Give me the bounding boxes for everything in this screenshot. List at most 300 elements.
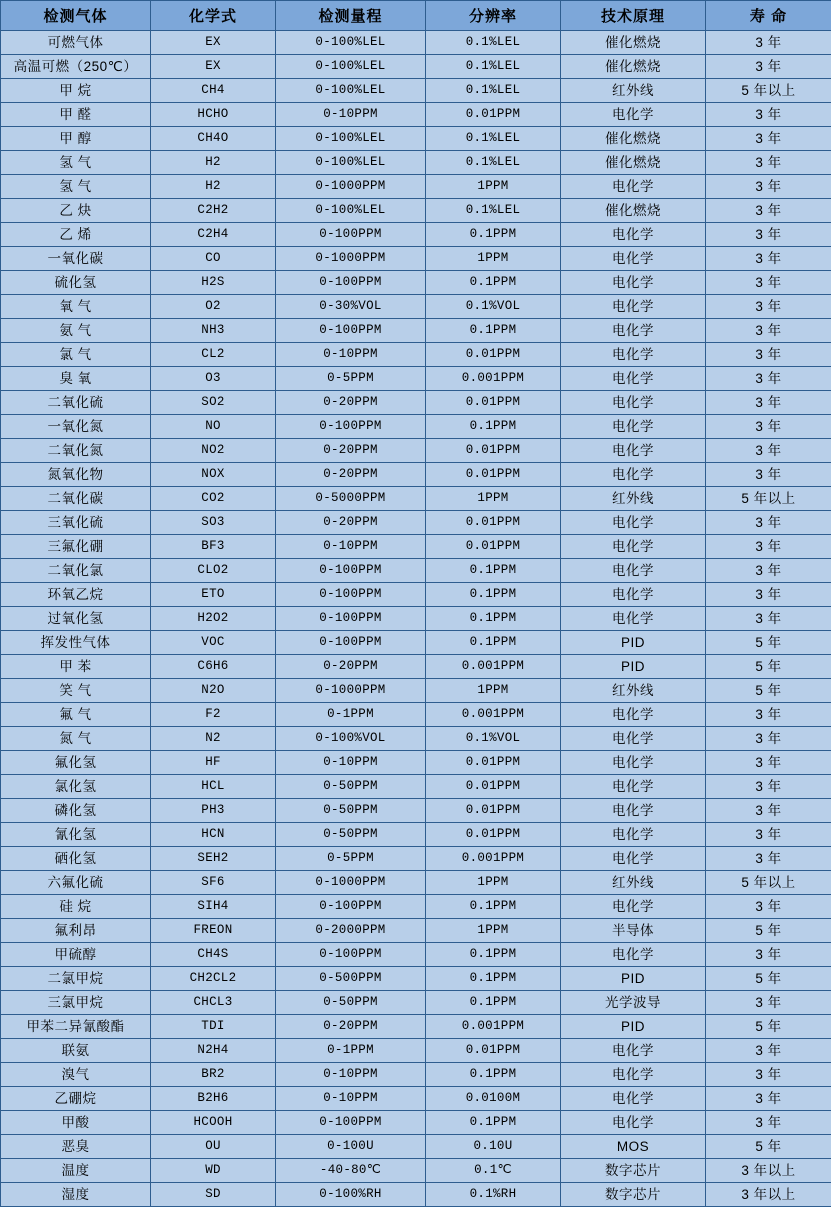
cell-gas-name: 甲 醛 — [1, 103, 151, 127]
table-row — [1, 991, 831, 1015]
cell-resolution: 0.1PPM — [426, 415, 561, 439]
cell-detection-range: 0-20PPM — [276, 439, 426, 463]
cell-chemical-formula: CO — [151, 247, 276, 271]
cell-chemical-formula: BR2 — [151, 1063, 276, 1087]
cell-chemical-formula: CH2CL2 — [151, 967, 276, 991]
cell-lifetime: 3 年 — [706, 55, 831, 79]
cell-technical-principle: 电化学 — [561, 343, 706, 367]
table-row — [1, 223, 831, 247]
table-row — [1, 1087, 831, 1111]
cell-lifetime: 3 年 — [706, 415, 831, 439]
cell-gas-name: 硒化氢 — [1, 847, 151, 871]
cell-gas-name: 二氧化硫 — [1, 391, 151, 415]
cell-gas-name: 氮 气 — [1, 727, 151, 751]
cell-detection-range: 0-1000PPM — [276, 175, 426, 199]
cell-detection-range: 0-100PPM — [276, 895, 426, 919]
cell-technical-principle: 电化学 — [561, 559, 706, 583]
cell-gas-name: 二氧化碳 — [1, 487, 151, 511]
cell-resolution: 0.1%LEL — [426, 31, 561, 55]
cell-lifetime: 3 年 — [706, 823, 831, 847]
cell-lifetime: 3 年以上 — [706, 1183, 831, 1207]
cell-chemical-formula: PH3 — [151, 799, 276, 823]
cell-lifetime: 3 年 — [706, 127, 831, 151]
cell-detection-range: 0-10PPM — [276, 343, 426, 367]
cell-technical-principle: 数字芯片 — [561, 1159, 706, 1183]
cell-resolution: 0.1PPM — [426, 223, 561, 247]
cell-lifetime: 3 年 — [706, 103, 831, 127]
cell-chemical-formula: SEH2 — [151, 847, 276, 871]
cell-gas-name: 氰化氢 — [1, 823, 151, 847]
cell-detection-range: 0-100PPM — [276, 271, 426, 295]
cell-resolution: 0.1PPM — [426, 895, 561, 919]
cell-lifetime: 3 年 — [706, 1111, 831, 1135]
cell-detection-range: 0-20PPM — [276, 1015, 426, 1039]
table-row — [1, 583, 831, 607]
cell-lifetime: 3 年 — [706, 607, 831, 631]
cell-technical-principle: 催化燃烧 — [561, 55, 706, 79]
cell-technical-principle: 电化学 — [561, 295, 706, 319]
cell-lifetime: 5 年 — [706, 631, 831, 655]
cell-resolution: 0.001PPM — [426, 367, 561, 391]
table-row — [1, 391, 831, 415]
cell-detection-range: 0-100PPM — [276, 1111, 426, 1135]
table-row — [1, 511, 831, 535]
cell-gas-name: 甲苯二异氰酸酯 — [1, 1015, 151, 1039]
cell-chemical-formula: BF3 — [151, 535, 276, 559]
table-row — [1, 103, 831, 127]
cell-lifetime: 3 年 — [706, 799, 831, 823]
cell-lifetime: 3 年 — [706, 1063, 831, 1087]
cell-gas-name: 温度 — [1, 1159, 151, 1183]
cell-chemical-formula: O2 — [151, 295, 276, 319]
cell-lifetime: 5 年 — [706, 1015, 831, 1039]
cell-resolution: 0.1%VOL — [426, 727, 561, 751]
table-row — [1, 151, 831, 175]
cell-resolution: 0.01PPM — [426, 823, 561, 847]
cell-gas-name: 硅 烷 — [1, 895, 151, 919]
table-header — [1, 1, 831, 31]
cell-detection-range: 0-100U — [276, 1135, 426, 1159]
cell-resolution: 0.1PPM — [426, 583, 561, 607]
cell-gas-name: 乙 炔 — [1, 199, 151, 223]
cell-chemical-formula: FREON — [151, 919, 276, 943]
table-row — [1, 823, 831, 847]
table-row — [1, 463, 831, 487]
table-row — [1, 79, 831, 103]
cell-lifetime: 5 年以上 — [706, 79, 831, 103]
cell-gas-name: 磷化氢 — [1, 799, 151, 823]
cell-gas-name: 可燃气体 — [1, 31, 151, 55]
cell-lifetime: 3 年 — [706, 535, 831, 559]
cell-lifetime: 5 年 — [706, 967, 831, 991]
cell-gas-name: 六氟化硫 — [1, 871, 151, 895]
cell-technical-principle: 催化燃烧 — [561, 151, 706, 175]
cell-detection-range: 0-50PPM — [276, 799, 426, 823]
table-row — [1, 799, 831, 823]
cell-detection-range: 0-1000PPM — [276, 679, 426, 703]
column-header-resolution: 分辨率 — [426, 1, 561, 31]
cell-chemical-formula: HCL — [151, 775, 276, 799]
cell-chemical-formula: B2H6 — [151, 1087, 276, 1111]
cell-detection-range: 0-100%LEL — [276, 55, 426, 79]
cell-technical-principle: 电化学 — [561, 847, 706, 871]
cell-technical-principle: 数字芯片 — [561, 1183, 706, 1207]
cell-detection-range: 0-2000PPM — [276, 919, 426, 943]
column-header-formula: 化学式 — [151, 1, 276, 31]
cell-gas-name: 硫化氢 — [1, 271, 151, 295]
table-row — [1, 415, 831, 439]
cell-detection-range: 0-100PPM — [276, 607, 426, 631]
cell-detection-range: 0-10PPM — [276, 1063, 426, 1087]
cell-lifetime: 3 年 — [706, 271, 831, 295]
cell-technical-principle: PID — [561, 1015, 706, 1039]
cell-gas-name: 臭 氧 — [1, 367, 151, 391]
cell-gas-name: 氟利昂 — [1, 919, 151, 943]
cell-detection-range: 0-100PPM — [276, 415, 426, 439]
table-row — [1, 655, 831, 679]
cell-resolution: 0.1%LEL — [426, 199, 561, 223]
cell-resolution: 0.01PPM — [426, 439, 561, 463]
cell-detection-range: 0-20PPM — [276, 511, 426, 535]
cell-detection-range: 0-50PPM — [276, 991, 426, 1015]
cell-chemical-formula: NO — [151, 415, 276, 439]
cell-technical-principle: 电化学 — [561, 703, 706, 727]
cell-detection-range: 0-50PPM — [276, 823, 426, 847]
cell-gas-name: 三氧化硫 — [1, 511, 151, 535]
table-row — [1, 1159, 831, 1183]
cell-detection-range: 0-50PPM — [276, 775, 426, 799]
table-row — [1, 175, 831, 199]
cell-technical-principle: MOS — [561, 1135, 706, 1159]
cell-chemical-formula: EX — [151, 55, 276, 79]
cell-detection-range: 0-10PPM — [276, 1087, 426, 1111]
cell-detection-range: 0-20PPM — [276, 463, 426, 487]
cell-lifetime: 3 年 — [706, 703, 831, 727]
cell-detection-range: 0-100%LEL — [276, 79, 426, 103]
cell-gas-name: 一氧化氮 — [1, 415, 151, 439]
table-row — [1, 871, 831, 895]
cell-chemical-formula: O3 — [151, 367, 276, 391]
column-header-range: 检测量程 — [276, 1, 426, 31]
table-header-row — [1, 1, 831, 31]
cell-chemical-formula: N2 — [151, 727, 276, 751]
table-row — [1, 271, 831, 295]
cell-gas-name: 二氧化氯 — [1, 559, 151, 583]
cell-lifetime: 5 年以上 — [706, 871, 831, 895]
cell-resolution: 0.001PPM — [426, 703, 561, 727]
cell-technical-principle: 催化燃烧 — [561, 199, 706, 223]
table-row — [1, 31, 831, 55]
cell-technical-principle: 电化学 — [561, 463, 706, 487]
cell-detection-range: 0-5PPM — [276, 847, 426, 871]
cell-resolution: 0.01PPM — [426, 1039, 561, 1063]
cell-technical-principle: 电化学 — [561, 607, 706, 631]
cell-technical-principle: PID — [561, 655, 706, 679]
cell-detection-range: 0-20PPM — [276, 655, 426, 679]
table-row — [1, 943, 831, 967]
cell-resolution: 0.1PPM — [426, 319, 561, 343]
cell-technical-principle: 电化学 — [561, 511, 706, 535]
cell-technical-principle: PID — [561, 967, 706, 991]
cell-chemical-formula: ETO — [151, 583, 276, 607]
cell-resolution: 1PPM — [426, 919, 561, 943]
cell-chemical-formula: NOX — [151, 463, 276, 487]
cell-resolution: 0.1PPM — [426, 271, 561, 295]
cell-chemical-formula: HCHO — [151, 103, 276, 127]
cell-technical-principle: 电化学 — [561, 583, 706, 607]
table-row — [1, 631, 831, 655]
table-row — [1, 967, 831, 991]
table-row — [1, 127, 831, 151]
table-row — [1, 1111, 831, 1135]
cell-resolution: 0.1PPM — [426, 631, 561, 655]
cell-resolution: 0.1PPM — [426, 1111, 561, 1135]
cell-chemical-formula: N2H4 — [151, 1039, 276, 1063]
cell-detection-range: 0-100%RH — [276, 1183, 426, 1207]
table-row — [1, 727, 831, 751]
cell-gas-name: 二氯甲烷 — [1, 967, 151, 991]
cell-detection-range: -40-80℃ — [276, 1159, 426, 1183]
cell-technical-principle: 电化学 — [561, 1087, 706, 1111]
cell-lifetime: 3 年 — [706, 895, 831, 919]
table-row — [1, 895, 831, 919]
cell-detection-range: 0-100%LEL — [276, 127, 426, 151]
cell-chemical-formula: SO3 — [151, 511, 276, 535]
table-row — [1, 1135, 831, 1159]
cell-chemical-formula: N2O — [151, 679, 276, 703]
cell-resolution: 0.1%LEL — [426, 151, 561, 175]
cell-resolution: 0.1PPM — [426, 559, 561, 583]
cell-technical-principle: 电化学 — [561, 247, 706, 271]
cell-detection-range: 0-100%VOL — [276, 727, 426, 751]
cell-chemical-formula: CHCL3 — [151, 991, 276, 1015]
table-row — [1, 847, 831, 871]
cell-lifetime: 3 年 — [706, 943, 831, 967]
cell-technical-principle: 电化学 — [561, 895, 706, 919]
cell-detection-range: 0-5000PPM — [276, 487, 426, 511]
cell-chemical-formula: C6H6 — [151, 655, 276, 679]
cell-detection-range: 0-30%VOL — [276, 295, 426, 319]
cell-resolution: 0.001PPM — [426, 847, 561, 871]
cell-chemical-formula: CO2 — [151, 487, 276, 511]
table-row — [1, 1183, 831, 1207]
cell-chemical-formula: CH4O — [151, 127, 276, 151]
cell-chemical-formula: NH3 — [151, 319, 276, 343]
cell-gas-name: 甲酸 — [1, 1111, 151, 1135]
cell-technical-principle: 红外线 — [561, 79, 706, 103]
cell-lifetime: 3 年 — [706, 511, 831, 535]
cell-resolution: 0.001PPM — [426, 1015, 561, 1039]
cell-gas-name: 甲硫醇 — [1, 943, 151, 967]
cell-chemical-formula: H2 — [151, 175, 276, 199]
cell-gas-name: 湿度 — [1, 1183, 151, 1207]
cell-chemical-formula: HCN — [151, 823, 276, 847]
cell-detection-range: 0-100PPM — [276, 559, 426, 583]
cell-gas-name: 过氧化氢 — [1, 607, 151, 631]
cell-gas-name: 高温可燃（250℃） — [1, 55, 151, 79]
table-body — [1, 31, 831, 1207]
cell-gas-name: 三氯甲烷 — [1, 991, 151, 1015]
cell-lifetime: 3 年 — [706, 847, 831, 871]
cell-lifetime: 5 年 — [706, 655, 831, 679]
cell-gas-name: 一氧化碳 — [1, 247, 151, 271]
cell-detection-range: 0-1000PPM — [276, 247, 426, 271]
cell-gas-name: 氟化氢 — [1, 751, 151, 775]
cell-technical-principle: 电化学 — [561, 535, 706, 559]
cell-detection-range: 0-1PPM — [276, 703, 426, 727]
cell-detection-range: 0-100PPM — [276, 631, 426, 655]
cell-resolution: 0.1%LEL — [426, 127, 561, 151]
cell-gas-name: 甲 苯 — [1, 655, 151, 679]
cell-technical-principle: 电化学 — [561, 1039, 706, 1063]
cell-gas-name: 氯化氢 — [1, 775, 151, 799]
cell-gas-name: 乙硼烷 — [1, 1087, 151, 1111]
table-row — [1, 679, 831, 703]
cell-resolution: 0.001PPM — [426, 655, 561, 679]
cell-technical-principle: 电化学 — [561, 391, 706, 415]
cell-technical-principle: 红外线 — [561, 679, 706, 703]
cell-chemical-formula: C2H2 — [151, 199, 276, 223]
cell-lifetime: 3 年 — [706, 367, 831, 391]
cell-lifetime: 5 年 — [706, 919, 831, 943]
cell-gas-name: 环氧乙烷 — [1, 583, 151, 607]
table-row — [1, 1039, 831, 1063]
cell-chemical-formula: CH4S — [151, 943, 276, 967]
cell-technical-principle: 电化学 — [561, 823, 706, 847]
table-row — [1, 919, 831, 943]
cell-chemical-formula: OU — [151, 1135, 276, 1159]
cell-gas-name: 挥发性气体 — [1, 631, 151, 655]
cell-resolution: 0.01PPM — [426, 391, 561, 415]
cell-lifetime: 3 年 — [706, 223, 831, 247]
cell-lifetime: 5 年以上 — [706, 487, 831, 511]
cell-resolution: 0.0100M — [426, 1087, 561, 1111]
cell-lifetime: 3 年 — [706, 247, 831, 271]
cell-detection-range: 0-1PPM — [276, 1039, 426, 1063]
cell-technical-principle: 电化学 — [561, 1111, 706, 1135]
cell-detection-range: 0-500PPM — [276, 967, 426, 991]
cell-chemical-formula: CL2 — [151, 343, 276, 367]
cell-technical-principle: 电化学 — [561, 103, 706, 127]
cell-chemical-formula: H2S — [151, 271, 276, 295]
cell-chemical-formula: F2 — [151, 703, 276, 727]
table-row — [1, 247, 831, 271]
cell-resolution: 0.01PPM — [426, 343, 561, 367]
cell-resolution: 1PPM — [426, 175, 561, 199]
cell-resolution: 0.01PPM — [426, 775, 561, 799]
cell-chemical-formula: VOC — [151, 631, 276, 655]
table-row — [1, 559, 831, 583]
cell-technical-principle: 光学波导 — [561, 991, 706, 1015]
cell-resolution: 0.1PPM — [426, 943, 561, 967]
cell-detection-range: 0-100%LEL — [276, 199, 426, 223]
cell-resolution: 0.01PPM — [426, 799, 561, 823]
cell-detection-range: 0-10PPM — [276, 751, 426, 775]
cell-technical-principle: 催化燃烧 — [561, 31, 706, 55]
cell-detection-range: 0-100%LEL — [276, 31, 426, 55]
cell-technical-principle: 电化学 — [561, 727, 706, 751]
cell-lifetime: 3 年 — [706, 295, 831, 319]
cell-lifetime: 3 年 — [706, 1039, 831, 1063]
cell-resolution: 0.10U — [426, 1135, 561, 1159]
cell-lifetime: 3 年 — [706, 559, 831, 583]
cell-chemical-formula: SIH4 — [151, 895, 276, 919]
cell-gas-name: 甲 烷 — [1, 79, 151, 103]
cell-chemical-formula: NO2 — [151, 439, 276, 463]
cell-gas-name: 氢 气 — [1, 175, 151, 199]
cell-resolution: 0.1PPM — [426, 991, 561, 1015]
cell-technical-principle: 电化学 — [561, 1063, 706, 1087]
cell-technical-principle: 半导体 — [561, 919, 706, 943]
table-row — [1, 295, 831, 319]
cell-chemical-formula: SO2 — [151, 391, 276, 415]
cell-lifetime: 5 年 — [706, 679, 831, 703]
column-header-principle: 技术原理 — [561, 1, 706, 31]
cell-lifetime: 3 年 — [706, 319, 831, 343]
cell-resolution: 0.01PPM — [426, 463, 561, 487]
column-header-lifetime: 寿 命 — [706, 1, 831, 31]
cell-lifetime: 3 年 — [706, 991, 831, 1015]
cell-chemical-formula: H2O2 — [151, 607, 276, 631]
cell-technical-principle: 电化学 — [561, 367, 706, 391]
cell-technical-principle: 红外线 — [561, 871, 706, 895]
cell-resolution: 0.1℃ — [426, 1159, 561, 1183]
column-header-gas: 检测气体 — [1, 1, 151, 31]
cell-gas-name: 氨 气 — [1, 319, 151, 343]
cell-resolution: 0.01PPM — [426, 511, 561, 535]
cell-chemical-formula: H2 — [151, 151, 276, 175]
cell-lifetime: 3 年 — [706, 175, 831, 199]
cell-lifetime: 3 年 — [706, 751, 831, 775]
cell-technical-principle: 电化学 — [561, 415, 706, 439]
cell-detection-range: 0-1000PPM — [276, 871, 426, 895]
table-row — [1, 55, 831, 79]
cell-resolution: 0.1%LEL — [426, 55, 561, 79]
cell-gas-name: 恶臭 — [1, 1135, 151, 1159]
table-row — [1, 367, 831, 391]
cell-lifetime: 3 年 — [706, 343, 831, 367]
cell-lifetime: 3 年 — [706, 1087, 831, 1111]
cell-chemical-formula: SF6 — [151, 871, 276, 895]
cell-gas-name: 二氧化氮 — [1, 439, 151, 463]
table-row — [1, 487, 831, 511]
cell-resolution: 0.1PPM — [426, 1063, 561, 1087]
cell-detection-range: 0-10PPM — [276, 535, 426, 559]
cell-resolution: 0.1PPM — [426, 607, 561, 631]
cell-lifetime: 3 年 — [706, 775, 831, 799]
table-row — [1, 343, 831, 367]
cell-technical-principle: 电化学 — [561, 271, 706, 295]
cell-resolution: 1PPM — [426, 871, 561, 895]
cell-technical-principle: 红外线 — [561, 487, 706, 511]
cell-resolution: 1PPM — [426, 679, 561, 703]
cell-chemical-formula: TDI — [151, 1015, 276, 1039]
cell-chemical-formula: EX — [151, 31, 276, 55]
table-row — [1, 703, 831, 727]
cell-lifetime: 3 年以上 — [706, 1159, 831, 1183]
cell-detection-range: 0-100PPM — [276, 943, 426, 967]
cell-gas-name: 溴气 — [1, 1063, 151, 1087]
cell-gas-name: 笑 气 — [1, 679, 151, 703]
cell-chemical-formula: C2H4 — [151, 223, 276, 247]
table-row — [1, 535, 831, 559]
cell-gas-name: 氮氧化物 — [1, 463, 151, 487]
cell-resolution: 0.01PPM — [426, 535, 561, 559]
table-row — [1, 775, 831, 799]
cell-chemical-formula: CH4 — [151, 79, 276, 103]
table-row — [1, 319, 831, 343]
cell-resolution: 0.1%LEL — [426, 79, 561, 103]
